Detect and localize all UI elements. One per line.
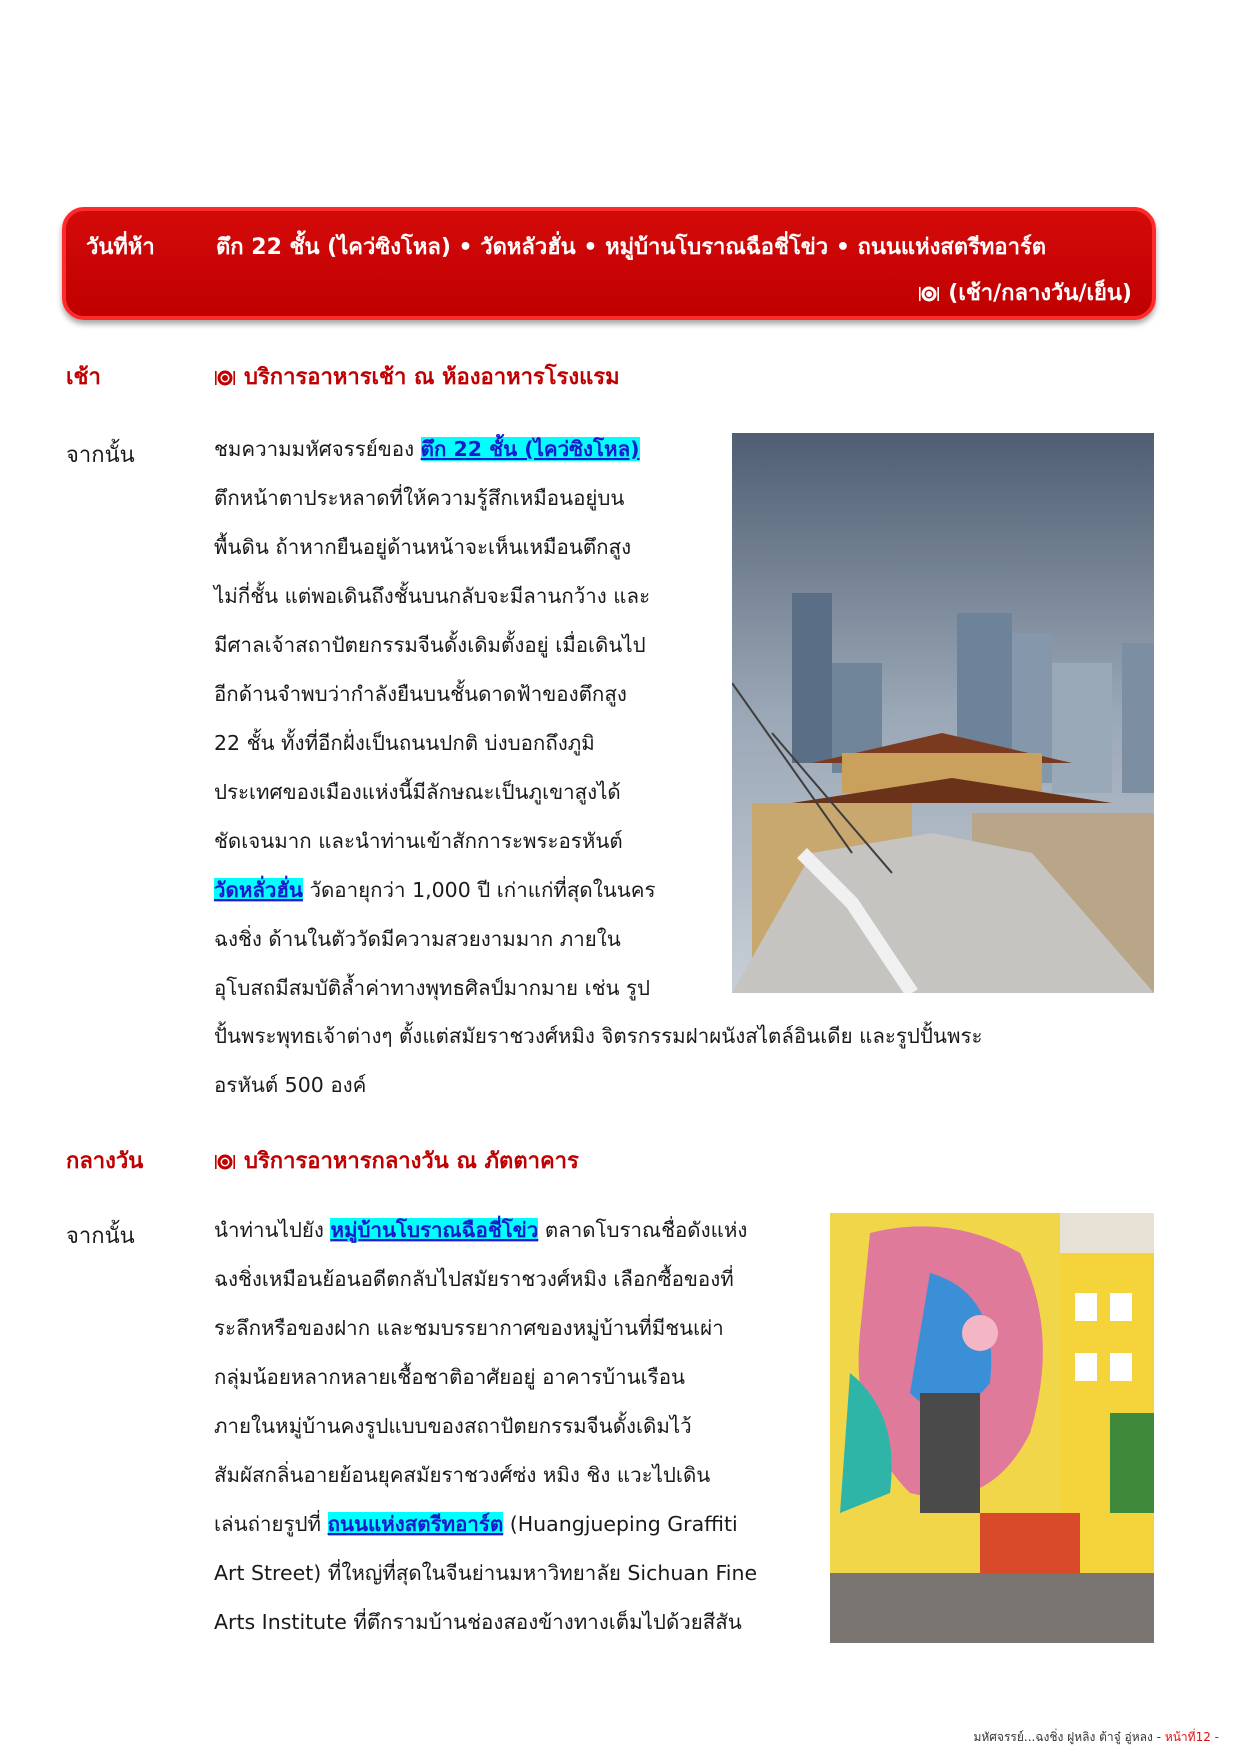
text-segment: กลุ่มน้อยหลากหลายเชื้อชาติอาศัยอยู่ อาคารบ้านเรือน [214, 1365, 686, 1389]
text-segment: พื้นดิน ถ้าหากยืนอยู่ด้านหน้าจะเห็นเหมือนตึกสูง [214, 535, 632, 559]
text-line [214, 670, 724, 719]
text-segment: สัมผัสกลิ่นอายย้อนยุคสมัยราชวงศ์ซ่ง หมิง ชิง แวะไปเดิน [214, 1463, 711, 1487]
text-line [214, 768, 724, 817]
page-number: หน้าที่12 - [1164, 1730, 1219, 1744]
text-segment: ประเทศของเมืองแห่งนี้มีลักษณะเป็นภูเขาสูงได้ [214, 780, 621, 804]
text-line [214, 523, 724, 572]
section2-label: จากนั้น [66, 1224, 135, 1249]
text-segment: ฉงชิ่งเหมือนย้อนอดีตกลับไปสมัยราชวงศ์หมิง เลือกซื้อของที่ [214, 1267, 734, 1291]
text-segment: ตึกหน้าตาประหลาดที่ให้ความรู้สึกเหมือนอยู่บน [214, 486, 625, 510]
text-segment: อุโบสถมีสมบัติล้ำค่าทางพุทธศิลป์มากมาย เช่น รูป [214, 976, 651, 1000]
text-segment: ภายในหมู่บ้านคงรูปแบบของสถาปัตยกรรมจีนดั้งเดิมไว้ [214, 1414, 692, 1438]
text-line [214, 1598, 814, 1647]
text-line [214, 1255, 814, 1304]
lunch-label: กลางวัน [66, 1149, 144, 1174]
text-line [214, 1549, 814, 1598]
section1-paragraph [214, 425, 724, 1013]
text-segment: ชัดเจนมาก และนำท่านเข้าสักการะพระอรหันต์ [214, 829, 623, 853]
text-segment: 22 ชั้น ทั้งที่อีกฝั่งเป็นถนนปกติ บ่งบอกถึงภูมิ [214, 731, 595, 755]
text-line [214, 1304, 814, 1353]
text-segment: ชมความมหัศจรรย์ของ [214, 437, 421, 461]
highlighted-place-name: หมู่บ้านโบราณฉือชี่โข่ว [330, 1218, 539, 1242]
text-line [214, 425, 724, 474]
text-segment: วัดอายุกว่า 1,000 ปี เก่าแก่ที่สุดในนคร [302, 878, 656, 902]
text-line [214, 817, 724, 866]
text-line [214, 1402, 814, 1451]
day-header-banner [62, 207, 1156, 320]
page-footer [973, 1728, 1219, 1747]
highlighted-place-name: ถนนแห่งสตรีทอาร์ต [327, 1512, 504, 1536]
lunch-meal-text: บริการอาหารกลางวัน ณ ภัตตาคาร [244, 1149, 579, 1174]
text-line [214, 1500, 814, 1549]
section2-paragraph [214, 1206, 814, 1647]
highlighted-place-name: วัดหลั่วฮั่น [214, 878, 303, 902]
text-segment: เล่นถ่ายรูปที่ [214, 1512, 328, 1536]
text-segment: Art Street) ที่ใหญ่ที่สุดในจีนย่านมหาวิทยาลัย Sichuan Fine [214, 1561, 758, 1585]
day-meals-text: (เช้า/กลางวัน/เย็น) [948, 281, 1132, 306]
morning-label: เช้า [66, 365, 101, 390]
day-title: ตึก 22 ชั้น (ไคว่ซิงโหล) • วัดหลัวฮั่น • หมู่บ้านโบราณฉือชี่โข่ว • ถนนแห่งสตรีทอาร์ต [216, 235, 1047, 260]
text-segment: ตลาดโบราณชื่อดังแห่ง [538, 1218, 748, 1242]
text-segment: มีศาลเจ้าสถาปัตยกรรมจีนดั้งเดิมตั้งอยู่ เมื่อเดินไป [214, 633, 646, 657]
text-line: ปั้นพระพุทธเจ้าต่างๆ ตั้งแต่สมัยราชวงศ์หมิง จิตรกรรมฝาผนังสไตล์อินเดีย และรูปปั้นพระ [214, 1024, 983, 1048]
text-segment: อีกด้านจำพบว่ากำลังยืนบนชั้นดาดฟ้าของตึกสูง [214, 682, 627, 706]
text-line [214, 719, 724, 768]
text-segment: นำท่านไปยัง [214, 1218, 331, 1242]
day-meals [918, 275, 1132, 310]
text-segment: ฉงชิ่ง ด้านในตัววัดมีความสวยงามมาก ภายใน [214, 927, 621, 951]
text-line [214, 915, 724, 964]
text-line [214, 1206, 814, 1255]
text-line [214, 964, 724, 1013]
text-line [214, 621, 724, 670]
text-line: อรหันต์ 500 องค์ [214, 1073, 367, 1097]
highlighted-place-name: ตึก 22 ชั้น (ไคว่ซิงโหล) [420, 437, 640, 461]
morning-meal [214, 359, 620, 394]
text-line [214, 1353, 814, 1402]
plate-icon [214, 366, 236, 388]
text-segment: Arts Institute ที่ตึกรามบ้านช่องสองข้างทางเต็มไปด้วยสีสัน [214, 1610, 742, 1634]
skyscraper-temple-photo [732, 433, 1154, 993]
text-line [214, 866, 724, 915]
text-line [214, 572, 724, 621]
text-line [214, 474, 724, 523]
text-line [214, 1451, 814, 1500]
plate-icon [918, 282, 940, 304]
footer-title: มหัศจรรย์...ฉงชิ่ง ฝูหลิง ต้าจู๋ อู่หลง - [973, 1730, 1165, 1744]
section1-label: จากนั้น [66, 443, 135, 468]
lunch-meal [214, 1143, 579, 1178]
day-label: วันที่ห้า [86, 235, 155, 260]
text-segment: (Huangjueping Graffiti [503, 1512, 738, 1536]
text-segment: ระลึกหรือของฝาก และชมบรรยากาศของหมู่บ้านที่มีชนเผ่า [214, 1316, 724, 1340]
street-art-photo [830, 1213, 1154, 1643]
morning-meal-text: บริการอาหารเช้า ณ ห้องอาหารโรงแรม [244, 365, 620, 390]
plate-icon [214, 1150, 236, 1172]
text-segment: ไม่กี่ชั้น แต่พอเดินถึงชั้นบนกลับจะมีลานกว้าง และ [214, 584, 651, 608]
section1-paragraph-continued [214, 1012, 1174, 1110]
